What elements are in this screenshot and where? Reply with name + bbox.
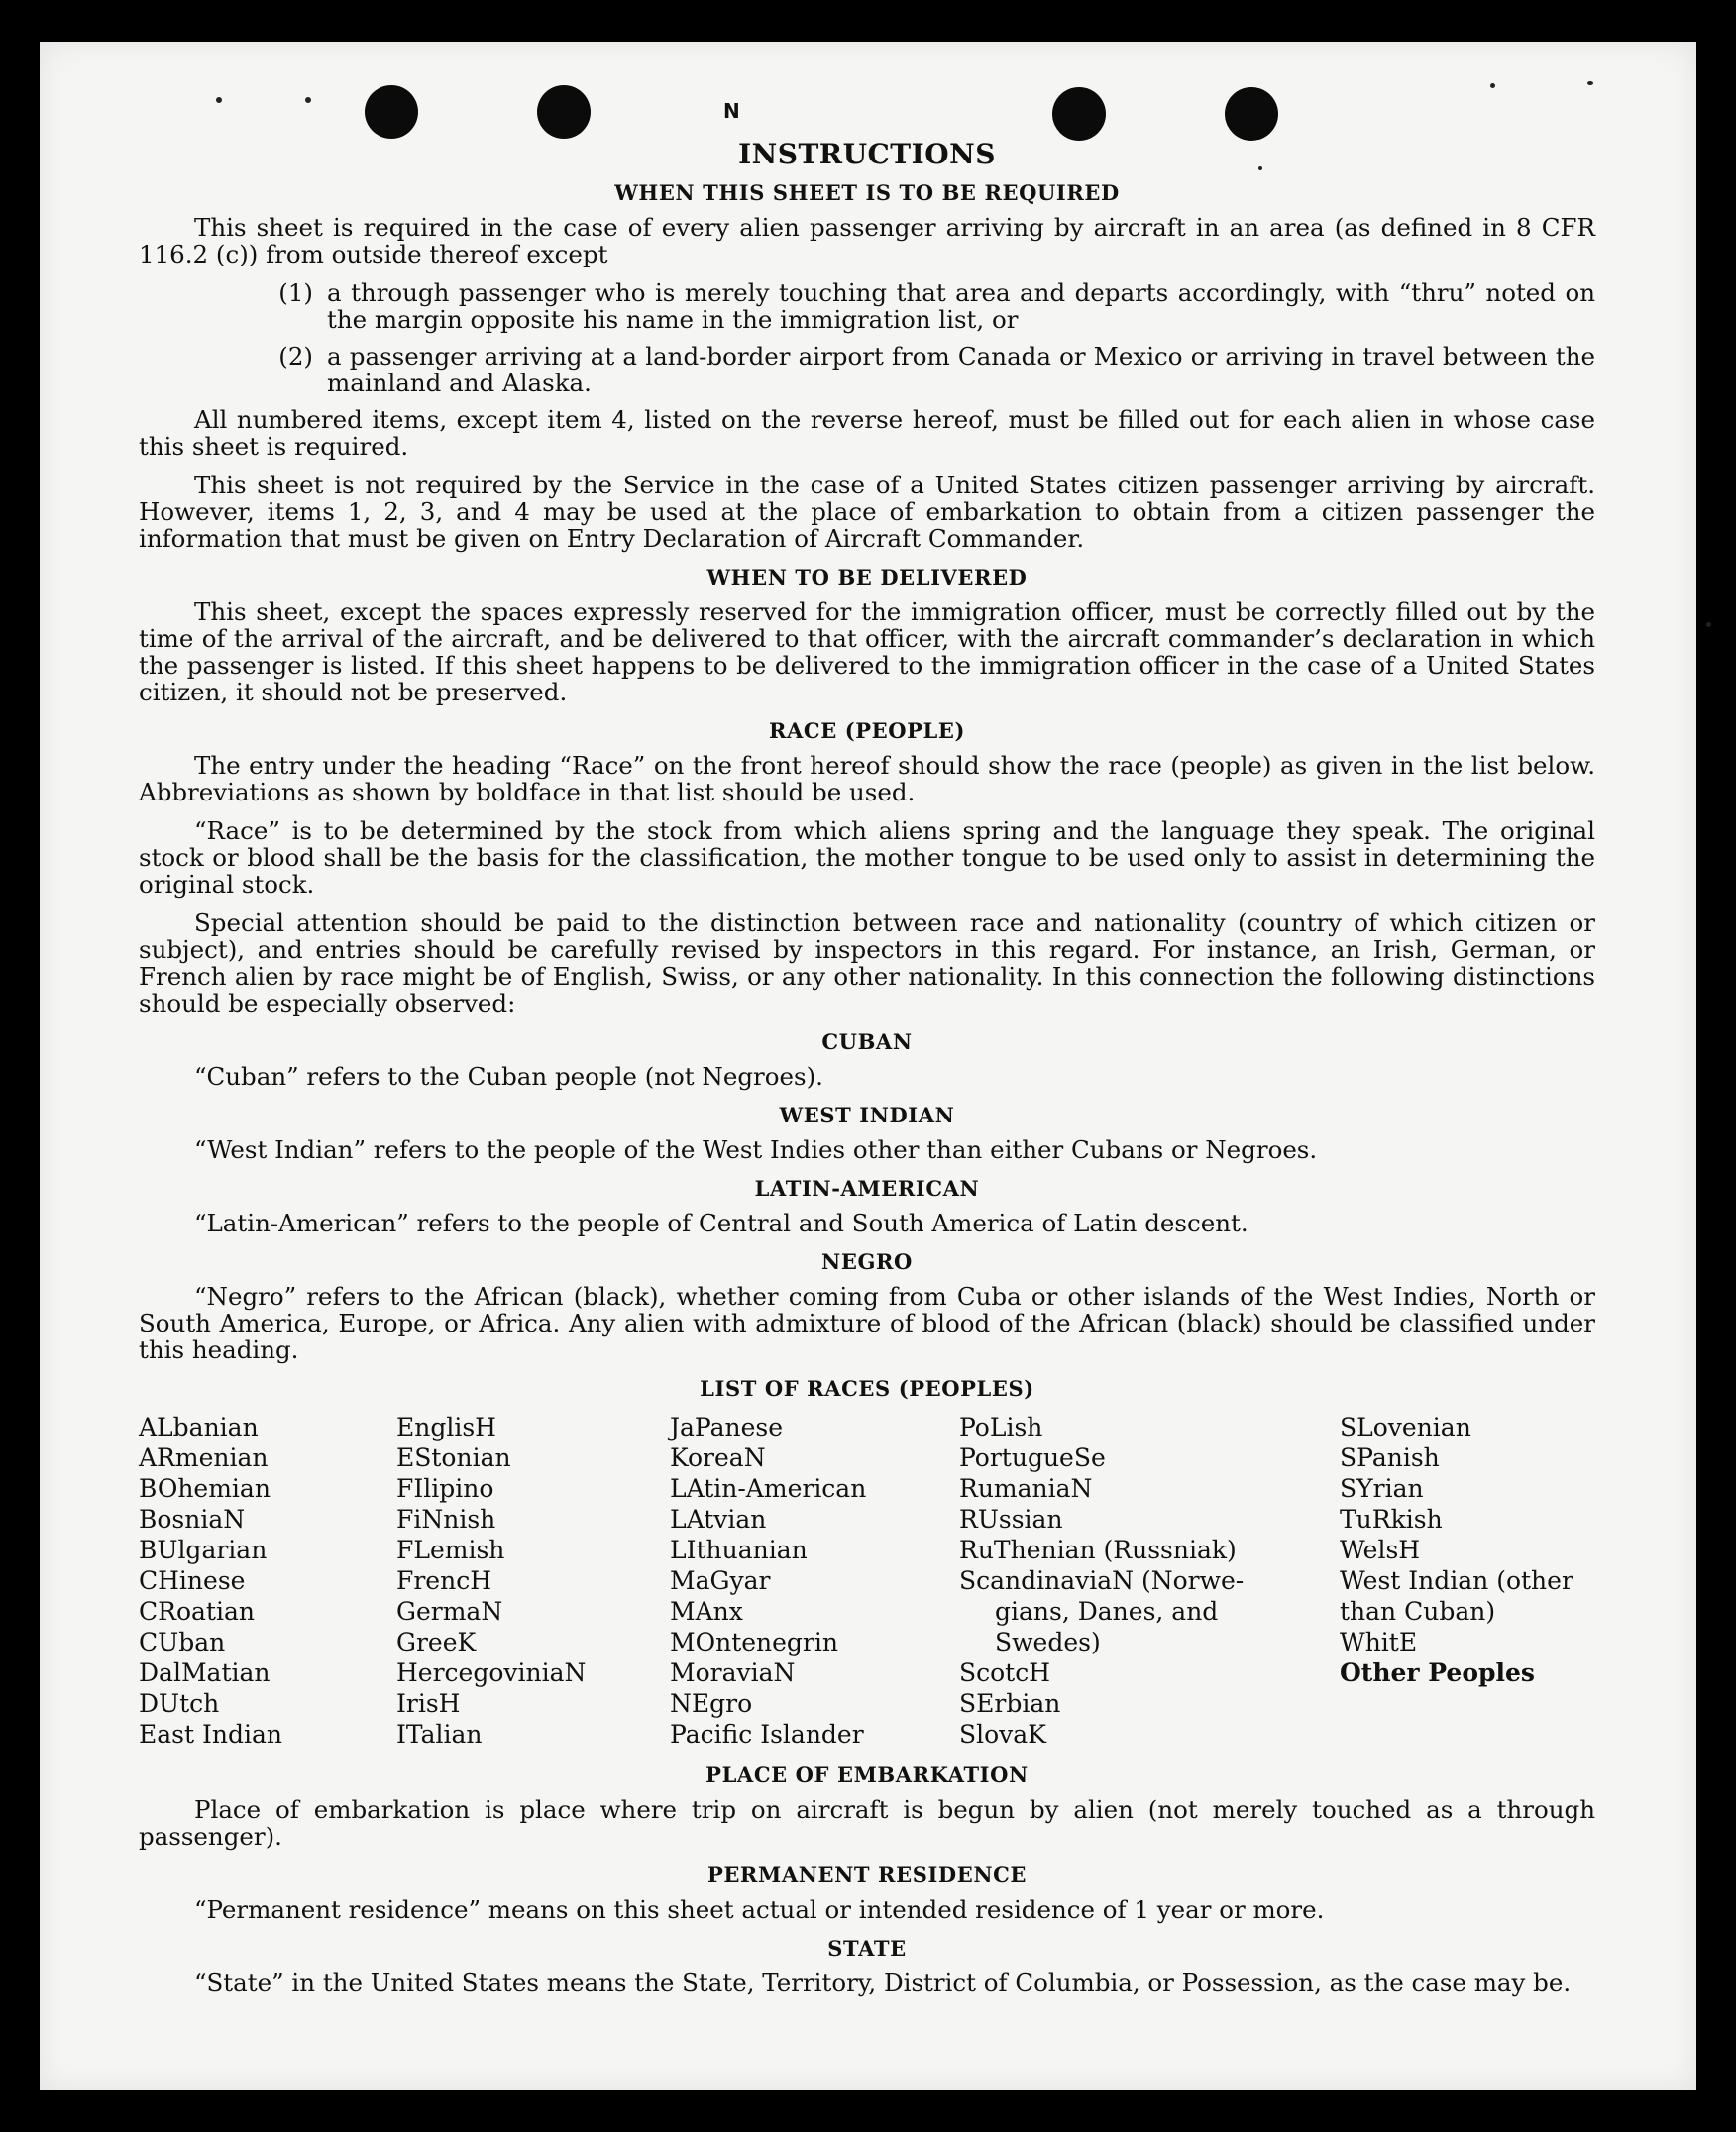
race-item: TuRkish bbox=[1340, 1505, 1443, 1534]
race-item: BUlgarian bbox=[139, 1536, 268, 1564]
race-item: DUtch bbox=[139, 1689, 220, 1718]
heading-cuban: CUBAN bbox=[821, 1029, 913, 1054]
race-item: RUssian bbox=[959, 1505, 1063, 1534]
paragraph: The entry under the heading “Race” on the front hereof should show the race (people) as given in the list below. Abbreviations as shown by boldface in that list should be used. bbox=[139, 751, 1595, 806]
definition-latin-american: “Latin-American” refers to the people of Central and South America of Latin descent. bbox=[194, 1209, 1248, 1237]
race-item: LAtin-American bbox=[670, 1474, 867, 1503]
race-item: BOhemian bbox=[139, 1474, 271, 1503]
race-item: SPanish bbox=[1340, 1443, 1440, 1472]
heading-west-indian: WEST INDIAN bbox=[779, 1103, 955, 1127]
race-item: MAnx bbox=[670, 1597, 743, 1626]
definition-residence: “Permanent residence” means on this sheet actual or intended residence of 1 year or more. bbox=[194, 1895, 1325, 1924]
race-item: CRoatian bbox=[139, 1597, 255, 1626]
race-item: Pacific Islander bbox=[670, 1720, 864, 1749]
race-item: BosniaN bbox=[139, 1505, 246, 1534]
race-item: WelsH bbox=[1340, 1536, 1421, 1564]
race-item: MaGyar bbox=[670, 1566, 771, 1595]
race-item: East Indian bbox=[139, 1720, 282, 1749]
speck-mark bbox=[1706, 622, 1711, 627]
race-item: FIlipino bbox=[396, 1474, 494, 1503]
paragraph: “Race” is to be determined by the stock from which aliens spring and the language they speak. The original stock or blood shall be the basis for the classification, the mother tongue to be used only to assist in determining the original stock. bbox=[139, 816, 1595, 899]
race-item: PortugueSe bbox=[959, 1443, 1106, 1472]
handwritten-mark: N bbox=[723, 99, 740, 123]
page-title: INSTRUCTIONS bbox=[738, 138, 996, 170]
speck-mark bbox=[1587, 81, 1593, 85]
speck-mark bbox=[1490, 83, 1495, 88]
race-item: ARmenian bbox=[139, 1443, 269, 1472]
race-item: LAtvian bbox=[670, 1505, 767, 1534]
race-item: EnglisH bbox=[396, 1413, 496, 1441]
race-item: SLovenian bbox=[1340, 1413, 1471, 1441]
document-page bbox=[40, 42, 1696, 2090]
heading-state: STATE bbox=[827, 1936, 907, 1961]
heading-when-required: WHEN THIS SHEET IS TO BE REQUIRED bbox=[614, 180, 1120, 205]
race-item: Swedes) bbox=[995, 1628, 1101, 1656]
race-item: RumaniaN bbox=[959, 1474, 1093, 1503]
race-item: GreeK bbox=[396, 1628, 477, 1656]
race-item: gians, Danes, and bbox=[995, 1597, 1219, 1626]
race-item: SErbian bbox=[959, 1689, 1061, 1718]
item-number: (2) bbox=[278, 342, 313, 371]
definition-embarkation: Place of embarkation is place where trip on aircraft is begun by alien (not merely touched as a through passenger). bbox=[139, 1795, 1595, 1851]
heading-race: RACE (PEOPLE) bbox=[768, 718, 966, 743]
race-item: ALbanian bbox=[139, 1413, 259, 1441]
race-item: EStonian bbox=[396, 1443, 511, 1472]
definition-state: “State” in the United States means the State, Territory, District of Columbia, or Possession, as the case may be. bbox=[194, 1969, 1572, 1997]
race-item: RuThenian (Russniak) bbox=[959, 1536, 1237, 1564]
race-item: NEgro bbox=[670, 1689, 753, 1718]
race-item: KoreaN bbox=[670, 1443, 766, 1472]
instructions-content bbox=[139, 103, 1595, 2008]
race-item: Other Peoples bbox=[1340, 1658, 1535, 1687]
heading-when-delivered: WHEN TO BE DELIVERED bbox=[706, 565, 1028, 589]
heading-list-of-races: LIST OF RACES (PEOPLES) bbox=[700, 1376, 1034, 1401]
races-column-3 bbox=[670, 1412, 959, 1750]
item-number: (1) bbox=[278, 278, 313, 307]
race-item: DalMatian bbox=[139, 1658, 271, 1687]
item-text: a through passenger who is merely touching that area and departs accordingly, with “thru” noted on the margin opposite his name in the immigration list, or bbox=[327, 278, 1595, 334]
race-item: MoraviaN bbox=[670, 1658, 796, 1687]
race-item: PoLish bbox=[959, 1413, 1043, 1441]
race-item: CUban bbox=[139, 1628, 226, 1656]
races-column-1 bbox=[139, 1412, 396, 1750]
definition-negro: “Negro” refers to the African (black), whether coming from Cuba or other islands of the West Indies, North or South America, Europe, or Africa. Any alien with admixture of blood of the African (black) should be classified under this heading. bbox=[139, 1282, 1595, 1364]
item-text: a passenger arriving at a land-border airport from Canada or Mexico or arriving in travel between the mainland and Alaska. bbox=[327, 342, 1595, 397]
paragraph: This sheet is not required by the Service in the case of a United States citizen passenger arriving by aircraft. However, items 1, 2, 3, and 4 may be used at the place of embarkation to obtain from a citizen passenger the information that must be given on Entry Declaration of Aircraft Commander. bbox=[139, 471, 1595, 553]
heading-latin-american: LATIN-AMERICAN bbox=[754, 1176, 980, 1201]
race-item: SlovaK bbox=[959, 1720, 1046, 1749]
race-item: MOntenegrin bbox=[670, 1628, 838, 1656]
list-item bbox=[139, 343, 1595, 396]
race-item: IrisH bbox=[396, 1689, 461, 1718]
race-item: HercegoviniaN bbox=[396, 1658, 587, 1687]
paragraph: Special attention should be paid to the distinction between race and nationality (country of which citizen or subject), and entries should be carefully revised by inspectors in this regard. For instance, an Irish, German, or French alien by race might be of English, Swiss, or any other nationality. In this connection the following distinctions should be especially observed: bbox=[139, 908, 1595, 1017]
heading-permanent-residence: PERMANENT RESIDENCE bbox=[706, 1863, 1028, 1887]
race-item: SYrian bbox=[1340, 1474, 1424, 1503]
definition-cuban: “Cuban” refers to the Cuban people (not Negroes). bbox=[194, 1062, 823, 1091]
heading-negro: NEGRO bbox=[821, 1249, 913, 1274]
paragraph: This sheet, except the spaces expressly reserved for the immigration officer, must be correctly filled out by the time of the arrival of the aircraft, and be delivered to that officer, with the aircraft commander’s declaration in which the passenger is listed. If this sheet happens to be delivered to the immigration officer in the case of a United States citizen, it should not be preserved. bbox=[139, 597, 1595, 706]
list-item bbox=[139, 279, 1595, 333]
race-item: than Cuban) bbox=[1340, 1597, 1496, 1626]
race-item: JaPanese bbox=[670, 1413, 784, 1441]
race-item: CHinese bbox=[139, 1566, 246, 1595]
race-item: FiNnish bbox=[396, 1505, 496, 1534]
race-item: FLemish bbox=[396, 1536, 505, 1564]
paragraph: All numbered items, except item 4, listed on the reverse hereof, must be filled out for each alien in whose case this sheet is required. bbox=[139, 405, 1595, 461]
race-item: WhitE bbox=[1340, 1628, 1418, 1656]
races-column-5 bbox=[1340, 1412, 1595, 1750]
race-item: GermaN bbox=[396, 1597, 503, 1626]
definition-west-indian: “West Indian” refers to the people of the West Indies other than either Cubans or Negroes. bbox=[194, 1135, 1318, 1164]
race-item: ITalian bbox=[396, 1720, 483, 1749]
paragraph: This sheet is required in the case of every alien passenger arriving by aircraft in an area (as defined in 8 CFR 116.2 (c)) from outside thereof except bbox=[139, 213, 1595, 268]
race-item: LIthuanian bbox=[670, 1536, 808, 1564]
races-list bbox=[139, 1412, 1595, 1750]
race-item: ScotcH bbox=[959, 1658, 1051, 1687]
heading-embarkation: PLACE OF EMBARKATION bbox=[705, 1762, 1029, 1787]
races-column-2 bbox=[396, 1412, 670, 1750]
race-item: ScandinaviaN (Norwe- bbox=[959, 1566, 1245, 1595]
races-column-4 bbox=[959, 1412, 1340, 1750]
race-item: FrencH bbox=[396, 1566, 491, 1595]
race-item: West Indian (other bbox=[1340, 1566, 1573, 1595]
